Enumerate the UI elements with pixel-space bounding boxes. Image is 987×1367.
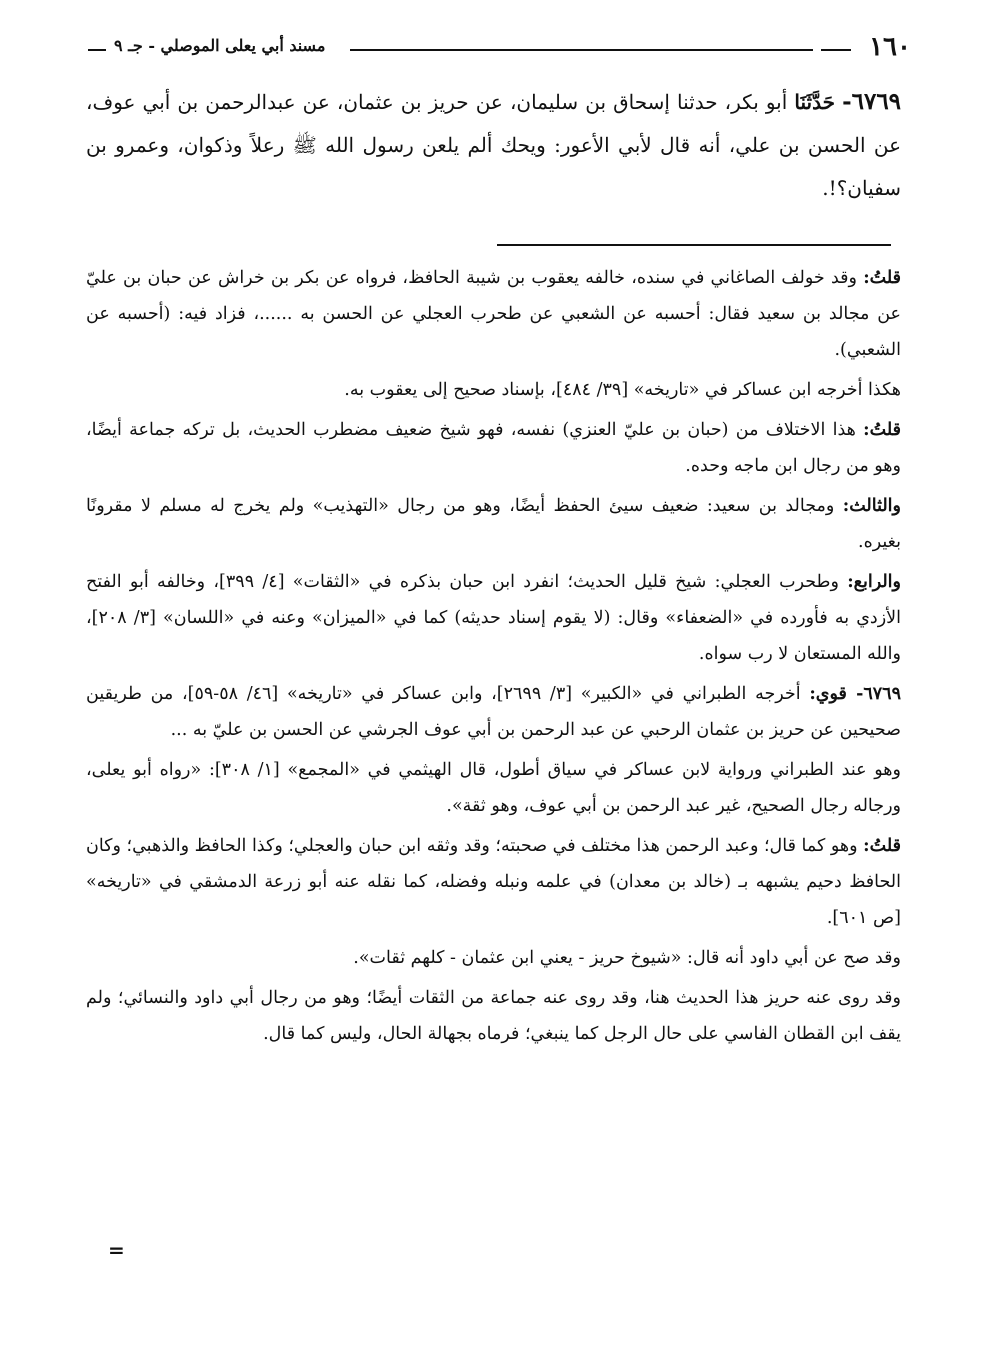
hadith-number: ٦٧٦٩-: [842, 88, 902, 115]
footnote-text: هذا الاختلاف من (حبان بن عليّ العنزي) نفسه، فهو شيخ ضعيف مضطرب الحديث، بل تركه جماعة أيضًا، وهو من رجال ابن ماجه وحده.: [86, 420, 901, 476]
running-header: [88, 22, 911, 62]
footnote-paragraph: [86, 488, 901, 560]
footnote-lead: والرابع:: [847, 572, 901, 592]
footnote-paragraph: [86, 676, 901, 748]
footnote-lead: قلتُ:: [863, 268, 901, 288]
footnote-lead: والثالث:: [842, 496, 901, 516]
footnote-paragraph: [86, 372, 901, 408]
footnote-text: وهو كما قال؛ وعبد الرحمن هذا مختلف في صحبته؛ وقد وثقه ابن حبان والعجلي؛ وكذا الحافظ والذهبي؛ وكان الحافظ دحيم يشبهه بـ (خالد بن معدان) في علمه ونبله وفضله، كما نقله عنه أبو زرعة الدمشقي في «تاريخه» [ص ٦٠١].: [86, 836, 901, 928]
footnote-text: وهو عند الطبراني ورواية لابن عساكر في سياق أطول، قال الهيثمي في «المجمع» [١/ ٣٠٨]: «رواه أبو يعلى، ورجاله رجال الصحيح، غير عبد الرحمن بن أبي عوف، وهو ثقة».: [86, 760, 901, 816]
footnote-paragraph: [86, 260, 901, 368]
continuation-mark: =: [108, 1238, 125, 1262]
narration-keyword: حَدَّثَنَا: [794, 90, 835, 114]
footnote-text: أخرجه الطبراني في «الكبير» [٣/ ٢٦٩٩]، وابن عساكر في «تاريخه» [٤٦/ ٥٨-٥٩]، من طريقين صحيحين عن حريز بن عثمان الرحبي عن عبد الرحمن بن أبي عوف الجرشي عن الحسن بن عليّ به ...: [86, 684, 901, 740]
footnote-paragraph: [86, 412, 901, 484]
footnote-paragraph: [86, 980, 901, 1052]
footnote-text: ومجالد بن سعيد: ضعيف سيئ الحفظ أيضًا، وهو من رجال «التهذيب» ولم يخرج له مسلم لا مقرونًا بغيره.: [86, 496, 901, 552]
book-title: مسند أبي يعلى الموصلي - جـ ٩: [114, 36, 326, 55]
footnote-paragraph: [86, 828, 901, 936]
footnote-text: وقد خولف الصاغاني في سنده، خالفه يعقوب بن شيبة الحافظ، فرواه عن بكر بن خراش عن حبان بن عليّ عن مجالد بن سعيد فقال: أحسبه عن الشعبي عن طحرب العجلي عن الحسن به ......، فزاد فيه: (أحسبه عن الشعبي).: [86, 268, 901, 360]
hadith-text: [86, 80, 901, 210]
footnote-paragraph: [86, 564, 901, 672]
page-number: ١٦٠: [869, 32, 911, 62]
footnote-text: هكذا أخرجه ابن عساكر في «تاريخه» [٣٩/ ٤٨٤]، بإسناد صحيح إلى يعقوب به.: [344, 380, 901, 400]
hadith-body: أبو بكر، حدثنا إسحاق بن سليمان، عن حريز بن عثمان، عن عبدالرحمن بن أبي عوف، عن الحسن بن علي، أنه قال لأبي الأعور: ويحك ألم يلعن رسول الله ﷺ رعلاً وذكوان، وعمرو بن سفيان؟!.: [86, 90, 901, 200]
header-dash: [821, 49, 851, 51]
header-dash: [88, 49, 106, 51]
footnote-text: وقد روى عنه حريز هذا الحديث هنا، وقد روى عنه جماعة من الثقات أيضًا؛ وهو من رجال أبي داود والنسائي؛ ولم يقف ابن القطان الفاسي على حال الرجل كما ينبغي؛ فرماه بجهالة الحال، وليس كما قال.: [86, 988, 901, 1044]
footnotes: [86, 260, 901, 1056]
header-rule: [350, 49, 813, 51]
footnote-separator: [497, 244, 891, 246]
footnote-text: وقد صح عن أبي داود أنه قال: «شيوخ حريز - يعني ابن عثمان - كلهم ثقات».: [353, 948, 901, 968]
footnote-paragraph: [86, 752, 901, 824]
footnote-lead: قلتُ:: [863, 420, 901, 440]
footnote-paragraph: [86, 940, 901, 976]
footnote-lead: قلتُ:: [863, 836, 901, 856]
footnote-text: وطحرب العجلي: شيخ قليل الحديث؛ انفرد ابن حبان بذكره في «الثقات» [٤/ ٣٩٩]، وخالفه أبو الفتح الأزدي به فأورده في «الضعفاء» وقال: (لا يقوم إسناد حديثه) كما في «الميزان» وعنه في «اللسان» [٣/ ٢٠٨]، والله المستعان لا رب سواه.: [86, 572, 901, 664]
footnote-lead: ٦٧٦٩- قوي:: [809, 684, 901, 704]
